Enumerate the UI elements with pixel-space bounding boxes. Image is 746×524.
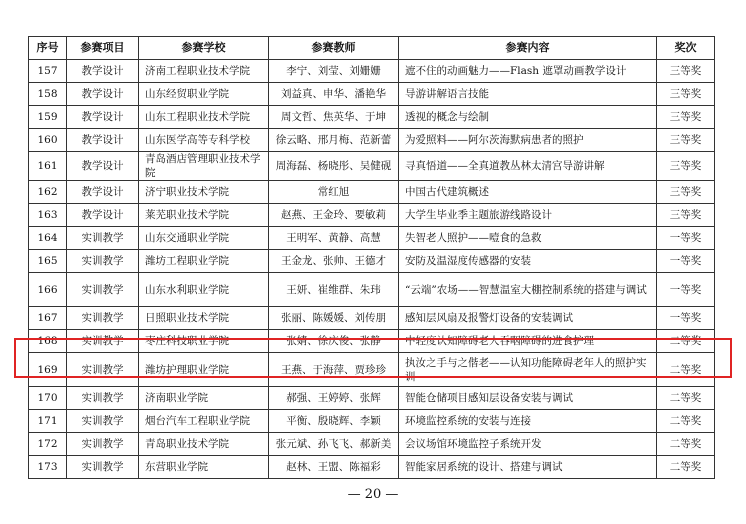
cell-teachers: 王妍、崔维群、朱玮 bbox=[269, 273, 399, 307]
cell-content: 导游讲解语言技能 bbox=[399, 83, 657, 106]
cell-project: 实训教学 bbox=[67, 273, 139, 307]
cell-index: 166 bbox=[29, 273, 67, 307]
cell-index: 163 bbox=[29, 204, 67, 227]
cell-index: 170 bbox=[29, 387, 67, 410]
cell-teachers: 赵林、王盟、陈福彩 bbox=[269, 456, 399, 479]
cell-teachers: 赵燕、王金玲、要敏莉 bbox=[269, 204, 399, 227]
cell-content: 透视的概念与绘制 bbox=[399, 106, 657, 129]
cell-project: 实训教学 bbox=[67, 433, 139, 456]
cell-project: 教学设计 bbox=[67, 152, 139, 181]
cell-project: 实训教学 bbox=[67, 330, 139, 353]
table-row bbox=[29, 204, 715, 227]
cell-school: 日照职业技术学院 bbox=[139, 307, 269, 330]
cell-award: 二等奖 bbox=[657, 353, 715, 387]
awards-table bbox=[28, 36, 715, 479]
cell-school: 潍坊工程职业学院 bbox=[139, 250, 269, 273]
cell-teachers: 张元斌、孙飞飞、郝新美 bbox=[269, 433, 399, 456]
cell-school: 东营职业学院 bbox=[139, 456, 269, 479]
cell-content: 环境监控系统的安装与连接 bbox=[399, 410, 657, 433]
cell-content: 感知层风扇及报警灯设备的安装调试 bbox=[399, 307, 657, 330]
cell-index: 169 bbox=[29, 353, 67, 387]
cell-teachers: 周海磊、杨晓彤、吴健砚 bbox=[269, 152, 399, 181]
cell-award: 二等奖 bbox=[657, 330, 715, 353]
cell-content: 执汝之手与之偕老——认知功能障碍老年人的照护实训 bbox=[399, 353, 657, 387]
cell-school: 潍坊护理职业学院 bbox=[139, 353, 269, 387]
cell-content: 会议场馆环境监控子系统开发 bbox=[399, 433, 657, 456]
table-row bbox=[29, 307, 715, 330]
cell-project: 实训教学 bbox=[67, 250, 139, 273]
table-row bbox=[29, 106, 715, 129]
cell-index: 160 bbox=[29, 129, 67, 152]
cell-content: 大学生毕业季主题旅游线路设计 bbox=[399, 204, 657, 227]
cell-school: 枣庄科技职业学院 bbox=[139, 330, 269, 353]
table-header-row bbox=[29, 37, 715, 60]
cell-index: 165 bbox=[29, 250, 67, 273]
cell-award: 三等奖 bbox=[657, 106, 715, 129]
table-row bbox=[29, 273, 715, 307]
cell-teachers: 王燕、于海萍、贾珍珍 bbox=[269, 353, 399, 387]
cell-index: 168 bbox=[29, 330, 67, 353]
cell-project: 教学设计 bbox=[67, 106, 139, 129]
header-content: 参赛内容 bbox=[399, 37, 657, 60]
cell-content: 智能仓储项目感知层设备安装与调试 bbox=[399, 387, 657, 410]
cell-project: 实训教学 bbox=[67, 387, 139, 410]
cell-school: 济南职业学院 bbox=[139, 387, 269, 410]
cell-teachers: 周文哲、焦英华、于坤 bbox=[269, 106, 399, 129]
cell-content: 失智老人照护——噎食的急救 bbox=[399, 227, 657, 250]
cell-index: 173 bbox=[29, 456, 67, 479]
table-row bbox=[29, 152, 715, 181]
cell-project: 实训教学 bbox=[67, 353, 139, 387]
table-row bbox=[29, 83, 715, 106]
cell-project: 教学设计 bbox=[67, 204, 139, 227]
header-teachers: 参赛教师 bbox=[269, 37, 399, 60]
cell-school: 青岛酒店管理职业技术学院 bbox=[139, 152, 269, 181]
table-row bbox=[29, 410, 715, 433]
cell-school: 莱芜职业技术学院 bbox=[139, 204, 269, 227]
header-project: 参赛项目 bbox=[67, 37, 139, 60]
cell-award: 二等奖 bbox=[657, 387, 715, 410]
cell-teachers: 王明军、黄静、高慧 bbox=[269, 227, 399, 250]
cell-index: 162 bbox=[29, 181, 67, 204]
cell-project: 实训教学 bbox=[67, 410, 139, 433]
cell-teachers: 徐云略、邢月梅、范新蕾 bbox=[269, 129, 399, 152]
cell-school: 山东水利职业学院 bbox=[139, 273, 269, 307]
cell-school: 山东经贸职业学院 bbox=[139, 83, 269, 106]
cell-award: 一等奖 bbox=[657, 227, 715, 250]
cell-school: 山东医学高等专科学校 bbox=[139, 129, 269, 152]
cell-content: 安防及温湿度传感器的安装 bbox=[399, 250, 657, 273]
cell-content: 中轻度认知障碍老人吞咽障碍的进食护理 bbox=[399, 330, 657, 353]
cell-teachers: 平衡、殷晓辉、李颖 bbox=[269, 410, 399, 433]
cell-project: 教学设计 bbox=[67, 60, 139, 83]
cell-award: 一等奖 bbox=[657, 307, 715, 330]
table-row bbox=[29, 181, 715, 204]
cell-teachers: 王金龙、张帅、王德才 bbox=[269, 250, 399, 273]
cell-content: 遮不住的动画魅力——Flash 遮罩动画教学设计 bbox=[399, 60, 657, 83]
cell-content: 中国古代建筑概述 bbox=[399, 181, 657, 204]
table-row bbox=[29, 456, 715, 479]
cell-award: 一等奖 bbox=[657, 250, 715, 273]
cell-content: 智能家居系统的设计、搭建与调试 bbox=[399, 456, 657, 479]
cell-award: 二等奖 bbox=[657, 456, 715, 479]
cell-school: 济宁职业技术学院 bbox=[139, 181, 269, 204]
cell-school: 青岛职业技术学院 bbox=[139, 433, 269, 456]
cell-award: 二等奖 bbox=[657, 410, 715, 433]
page-number: — 20 — bbox=[347, 487, 399, 502]
cell-content: “云端”农场——智慧温室大棚控制系统的搭建与调试 bbox=[399, 273, 657, 307]
cell-teachers: 张丽、陈媛媛、刘传朋 bbox=[269, 307, 399, 330]
cell-award: 三等奖 bbox=[657, 181, 715, 204]
cell-project: 实训教学 bbox=[67, 456, 139, 479]
cell-award: 三等奖 bbox=[657, 83, 715, 106]
cell-project: 实训教学 bbox=[67, 307, 139, 330]
cell-teachers: 刘益真、申华、潘艳华 bbox=[269, 83, 399, 106]
cell-project: 教学设计 bbox=[67, 83, 139, 106]
cell-teachers: 李宁、刘莹、刘姗姗 bbox=[269, 60, 399, 83]
cell-index: 161 bbox=[29, 152, 67, 181]
header-index: 序号 bbox=[29, 37, 67, 60]
table-row bbox=[29, 129, 715, 152]
cell-index: 159 bbox=[29, 106, 67, 129]
row-highlight-box bbox=[14, 338, 732, 378]
table-row bbox=[29, 250, 715, 273]
cell-content: 为爱照料——阿尔茨海默病患者的照护 bbox=[399, 129, 657, 152]
table-row bbox=[29, 60, 715, 83]
cell-content: 寻真悟道——全真道教丛林太清宫导游讲解 bbox=[399, 152, 657, 181]
cell-index: 171 bbox=[29, 410, 67, 433]
cell-index: 172 bbox=[29, 433, 67, 456]
cell-project: 教学设计 bbox=[67, 129, 139, 152]
cell-index: 167 bbox=[29, 307, 67, 330]
cell-project: 教学设计 bbox=[67, 181, 139, 204]
table-row bbox=[29, 433, 715, 456]
cell-index: 158 bbox=[29, 83, 67, 106]
cell-school: 烟台汽车工程职业学院 bbox=[139, 410, 269, 433]
cell-index: 157 bbox=[29, 60, 67, 83]
header-school: 参赛学校 bbox=[139, 37, 269, 60]
table-row bbox=[29, 227, 715, 250]
cell-teachers: 常红旭 bbox=[269, 181, 399, 204]
cell-project: 实训教学 bbox=[67, 227, 139, 250]
table-row bbox=[29, 387, 715, 410]
cell-award: 三等奖 bbox=[657, 204, 715, 227]
cell-award: 三等奖 bbox=[657, 152, 715, 181]
cell-teachers: 张婧、徐庆俊、张静 bbox=[269, 330, 399, 353]
cell-award: 一等奖 bbox=[657, 273, 715, 307]
cell-award: 三等奖 bbox=[657, 129, 715, 152]
cell-teachers: 郝强、王婷婷、张辉 bbox=[269, 387, 399, 410]
cell-school: 济南工程职业技术学院 bbox=[139, 60, 269, 83]
cell-school: 山东交通职业学院 bbox=[139, 227, 269, 250]
cell-award: 二等奖 bbox=[657, 433, 715, 456]
cell-index: 164 bbox=[29, 227, 67, 250]
header-award: 奖次 bbox=[657, 37, 715, 60]
cell-school: 山东工程职业技术学院 bbox=[139, 106, 269, 129]
cell-award: 三等奖 bbox=[657, 60, 715, 83]
